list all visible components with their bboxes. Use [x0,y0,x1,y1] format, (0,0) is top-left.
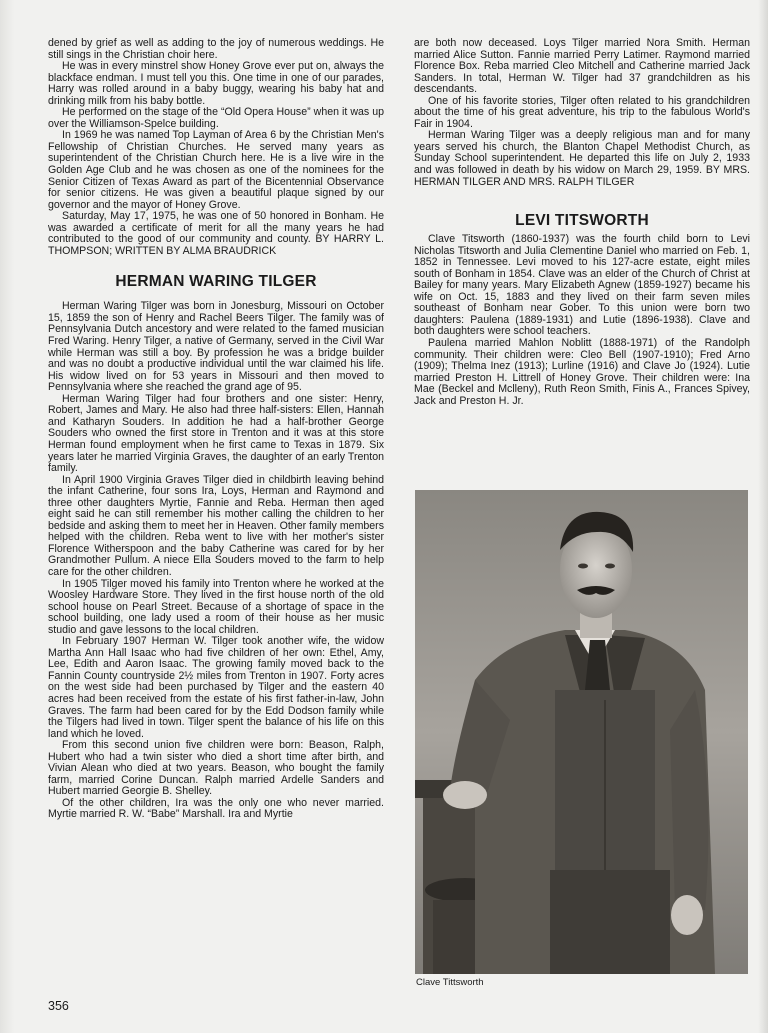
photo-caption: Clave Tittsworth [416,977,484,988]
page-number: 356 [48,999,69,1013]
paragraph: He performed on the stage of the “Old Opera House” when it was up over the Williamson-Spelce building. [48,106,384,130]
section-heading-tilger: HERMAN WARING TILGER [115,273,317,291]
paragraph: Saturday, May 17, 1975, he was one of 50 honored in Bonham. He was awarded a certificate of merit for all the many years he had contributed to the good of our community and county. BY HARRY L. THOMPSON; WRITTEN BY ALMA BRAUDRICK [48,210,384,257]
page-right-edge [758,0,768,1033]
paragraph: One of his favorite stories, Tilger often related to his grandchildren about the time of his great adventure, his trip to the fabulous World's Fair in 1904. [414,94,750,130]
paragraph: are both now deceased. Loys Tilger married Nora Smith. Herman married Alice Sutton. Fannie married Perry Latimer. Raymond married Florence Box. Reba married Cleo Mitchell and Catherine married Jack Sanders. In total, Herman W. Tilger had 37 grandchildren as his descendants. [414,37,750,96]
paragraph: Herman Waring Tilger had four brothers and one sister: Henry, Robert, James and Mary. He also had three half-sisters: Ellen, Hannah and Katharyn Souders. In addition he had a half-brother George Souders who owned the first store in Trenton and it was at this store Herman found employment when he first came to Texas in 1879. Six years later he married Virginia Graves, the daughter of an early Trenton family. [48,392,384,475]
paragraph: Of the other children, Ira was the only one who never married. Myrtie married R. W. “Babe” Marshall. Ira and Myrtie [48,796,384,821]
paragraph: Herman Waring Tilger was a deeply religious man and for many years served his church, the Blanton Chapel Methodist Church, as Sunday School superintendent. He departed this life on July 2, 1933 and was followed in death by his widow on March 29, 1959. BY MRS. HERMAN TILGER AND MRS. RALPH TILGER [414,129,750,188]
paragraph: In 1905 Tilger moved his family into Trenton where he worked at the Woosley Hardware Store. They lived in the first house north of the old school house on Pearl Street. Because of a shortage of space in the school building, one lady used a room of their house as her music studio and gave lessons to the local children. [48,577,384,636]
portrait-photo-icon [415,490,748,974]
paragraph: dened by grief as well as adding to the joy of numerous weddings. He still sings in the Christian choir here. [48,37,384,61]
paragraph: In February 1907 Herman W. Tilger took another wife, the widow Martha Ann Hall Isaac who had five children of her own: Ethel, Amy, Lee, Edith and Aaron Isaac. The growing family moved back to the Fannin County countryside 2½ miles from Trenton in 1907. Forty acres on the west side had been purchased by Tilger and the eastern 40 acres had been received from the estate of his first father-in-law, John Graves. The farm had been cared for by the Edd Dodson family while the Tilgers had lived in town. Tilger spent the balance of his life on this land which he loved. [48,635,384,740]
paragraph: Herman Waring Tilger was born in Jonesburg, Missouri on October 15, 1859 the son of Henry and Rachel Beers Tilger. The family was of Pennsylvania Dutch ancestory and were related to the famed musician Fred Waring. Henry Tilger, a native of Germany, served in the Civil War while Herman was still a boy. By profession he was a bridge builder and was no doubt a productive individual until the war claimed his life. His widow lived on for 53 years in Missouri and then moved to Pennsylvania where she reached the grand age of 95. [48,300,384,394]
paragraph: In 1969 he was named Top Layman of Area 6 by the Christian Men's Fellowship of Christian Churches. He served many years as superintendent of the Christian Church here. He is a live wire in the Golden Age Club and he was chosen as one of the nominees for the Senior Citizen of Texas Award as part of the Bicentennial Observance for senior citizens. He was given a beautiful plaque signed by our governor and the mayor of Honey Grove. [48,129,384,211]
paragraph: From this second union five children were born: Beason, Ralph, Hubert who had a twin sister who died a short time after birth, and Vivian Alean who died at two years. Beason, who bought the family farm, married Corine Duncan. Ralph married Ardelle Sanders and Hubert married Georgie B. Shelley. [48,739,384,798]
left-column [48,38,384,821]
right-column [414,38,750,407]
paragraph: Clave Titsworth (1860-1937) was the fourth child born to Levi Nicholas Titsworth and Julia Clementine Daniel who married on Feb. 1, 1852 in Tennessee. Levi moved to his 127-acre estate, eight miles south of Bonham in 1854. Clave was an elder of the Church of Christ at Bailey for many years. Mary Elizabeth Agnew (1859-1927) became his wife on Oct. 15, 1883 and they lived on their farm seven miles southeast of Bonham near Gober. To this union were born two daughters: Paulena (1889-1931) and Lutie (1896-1938). Clave and both daughters were school teachers. [414,233,750,338]
portrait-photo [415,490,748,974]
paragraph: Paulena married Mahlon Noblitt (1888-1971) of the Randolph community. Their children were: Cleo Bell (1907-1910); Fred Arno (1909); Thelma Inez (1913); Lurline (1916) and Clave Jo (1924). Lutie married Preston H. Littrell of Honey Grove. Their children were: Ina Mae (Beckel and Mclleny), Ruth Reon Smith, Finis A., Frances Spivey, Jack and Preston H. Jr. [414,337,750,407]
section-heading-titsworth: LEVI TITSWORTH [515,212,649,230]
paragraph: He was in every minstrel show Honey Grove ever put on, always the blackface endman. I must tell you this. One time in one of our parades, Harry was rolled around in a baby buggy, wearing his baby hat and drinking milk from his baby bottle. [48,60,384,107]
paragraph: In April 1900 Virginia Graves Tilger died in childbirth leaving behind the infant Catherine, four sons Ira, Loys, Herman and Raymond and three other daughters Myrtie, Fannie and Reba. Herman then aged eight said he can still remember his mother calling the children to her bedside and asking them to meet her in Heaven. Other family members helped with the children. Reba went to live with her mother's sister Florence Witherspoon and the baby Catherine was cared for by her Grandmother Pullum. A niece Ella Souders moved to the farm to help care for the other children. [48,473,384,578]
page-left-shadow [0,0,14,1033]
